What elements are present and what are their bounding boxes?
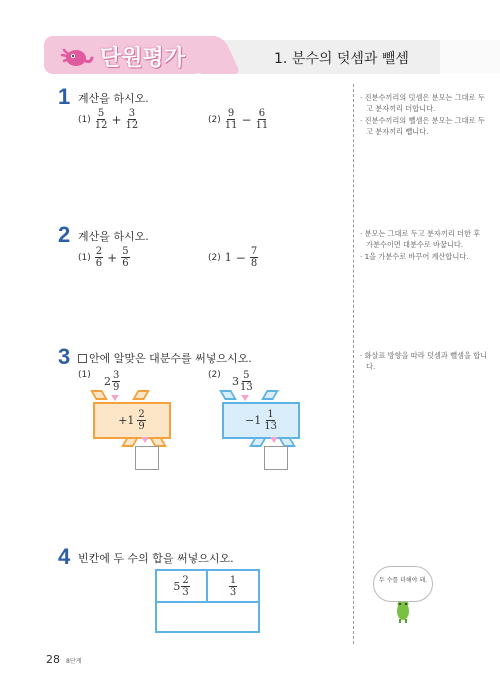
problem-2-instruction: 계산을 하시오.	[78, 230, 149, 243]
problem-1-instruction: 계산을 하시오.	[78, 92, 149, 105]
fraction	[181, 575, 189, 598]
denominator: 11	[224, 120, 238, 131]
numerator: 5	[243, 370, 250, 381]
machine-operation: −1	[245, 414, 262, 427]
note-1	[360, 92, 488, 138]
frog-character-icon	[394, 597, 412, 623]
speech-bubble: 두 수를 더해야 돼.	[373, 566, 433, 602]
operator: +	[107, 250, 118, 265]
denominator: 6	[122, 258, 129, 269]
problem-4-instruction: 빈칸에 두 수의 합을 써넣으시오.	[78, 552, 234, 565]
whole-part: 2	[104, 375, 111, 388]
fraction	[112, 370, 120, 393]
chapter-title: 1. 분수의 덧셈과 뺄셈	[274, 51, 409, 67]
operator: −	[241, 112, 252, 127]
operator: +	[111, 112, 122, 127]
note-2-line-2: · 1을 가분수로 바꾸어 계산합니다.	[360, 252, 469, 261]
fraction	[95, 246, 103, 269]
down-arrow-icon	[111, 395, 119, 401]
down-arrow-icon	[141, 437, 149, 443]
denominator: 13	[264, 421, 277, 432]
note-1-line-1: · 진분수끼리의 덧셈은 분모는 그대로 두고 분자끼리 더합니다.	[360, 93, 485, 113]
numerator: 2	[95, 246, 103, 257]
problem-2-a-label: (1)	[78, 252, 91, 263]
problem-3-instruction-row	[78, 350, 252, 366]
problem-3-a-input	[104, 370, 120, 393]
problem-3-b-answer-box[interactable]	[264, 446, 288, 470]
denominator: 9	[138, 421, 145, 432]
down-arrow-icon	[241, 395, 249, 401]
denominator: 6	[95, 258, 103, 269]
problem-2-b	[208, 246, 258, 269]
note-3	[360, 350, 488, 373]
note-3-line-1: · 화살표 방향을 따라 덧셈과 뺄셈을 합니다.	[360, 351, 488, 371]
fraction	[240, 370, 253, 393]
problem-1-b	[208, 108, 268, 131]
machine-chute	[261, 390, 279, 400]
machine-operation: +1	[118, 414, 135, 427]
denominator: 13	[240, 382, 253, 393]
fraction	[225, 108, 238, 131]
fraction	[250, 246, 258, 269]
blank-box-icon	[78, 354, 87, 363]
sum-answer-cell[interactable]	[157, 603, 258, 631]
whole-part: 5	[173, 579, 181, 593]
numerator: 1	[267, 409, 274, 420]
fraction	[137, 409, 145, 432]
denominator: 12	[125, 120, 139, 131]
sum-table	[155, 569, 260, 633]
page-footer	[46, 653, 81, 666]
fraction	[121, 246, 129, 269]
problem-3-instruction: 안에 알맞은 대분수를 써넣으시오.	[89, 352, 252, 365]
numerator: 2	[182, 574, 189, 586]
table-cell-2	[208, 571, 258, 603]
numerator: 3	[128, 108, 136, 119]
problem-3-a-label: (1)	[78, 370, 91, 380]
mixed-number	[173, 575, 189, 598]
fraction	[95, 108, 108, 131]
denominator: 9	[113, 382, 120, 393]
fraction	[229, 575, 237, 598]
numerator: 5	[122, 246, 129, 257]
fraction	[256, 108, 269, 131]
problem-1-number: 1	[58, 84, 71, 109]
table-cell-1	[157, 571, 208, 603]
whole-part: 3	[232, 375, 239, 388]
problem-3-b-label: (2)	[208, 370, 221, 380]
numerator: 5	[97, 108, 105, 119]
whole-number: 1	[224, 251, 232, 264]
numerator: 9	[227, 108, 235, 119]
axolotl-mascot-icon	[58, 42, 94, 70]
numerator: 7	[250, 246, 258, 257]
page-title: 단원평가	[100, 46, 186, 71]
machine-chute	[132, 390, 150, 400]
problem-1-a-label: (1)	[78, 114, 91, 125]
problem-2-a	[78, 246, 130, 269]
fraction	[264, 409, 277, 432]
note-1-line-2: · 진분수끼리의 뺄셈은 분모는 그대로 두고 분자끼리 뺍니다.	[360, 116, 485, 136]
level-label: 8단계	[66, 658, 82, 665]
numerator: 1	[229, 574, 237, 586]
denominator: 11	[255, 120, 269, 131]
note-2	[360, 228, 488, 263]
problem-2-number: 2	[58, 222, 71, 247]
page-number: 28	[46, 653, 60, 666]
operator: −	[235, 250, 246, 265]
problem-3-b-machine	[222, 402, 300, 439]
problem-1-b-label: (2)	[208, 114, 221, 125]
down-arrow-icon	[270, 437, 278, 443]
note-2-line-1: · 분모는 그대로 두고 분자끼리 더한 후 가분수이면 대분수로 바꿉니다.	[360, 229, 481, 249]
numerator: 3	[113, 370, 120, 381]
numerator: 2	[138, 409, 145, 420]
problem-1-a	[78, 108, 138, 131]
problem-2-b-label: (2)	[208, 252, 221, 263]
problem-3-number: 3	[58, 344, 71, 369]
problem-3-b-input	[232, 370, 253, 393]
column-divider	[353, 84, 354, 644]
denominator: 8	[250, 258, 258, 269]
problem-3-a-machine	[93, 402, 171, 439]
denominator: 3	[229, 586, 237, 598]
header-corner	[440, 40, 500, 74]
denominator: 12	[94, 120, 108, 131]
problem-4-number: 4	[58, 544, 71, 569]
problem-3-a-answer-box[interactable]	[135, 446, 159, 470]
numerator: 6	[258, 108, 266, 119]
fraction	[126, 108, 139, 131]
denominator: 3	[182, 586, 189, 598]
